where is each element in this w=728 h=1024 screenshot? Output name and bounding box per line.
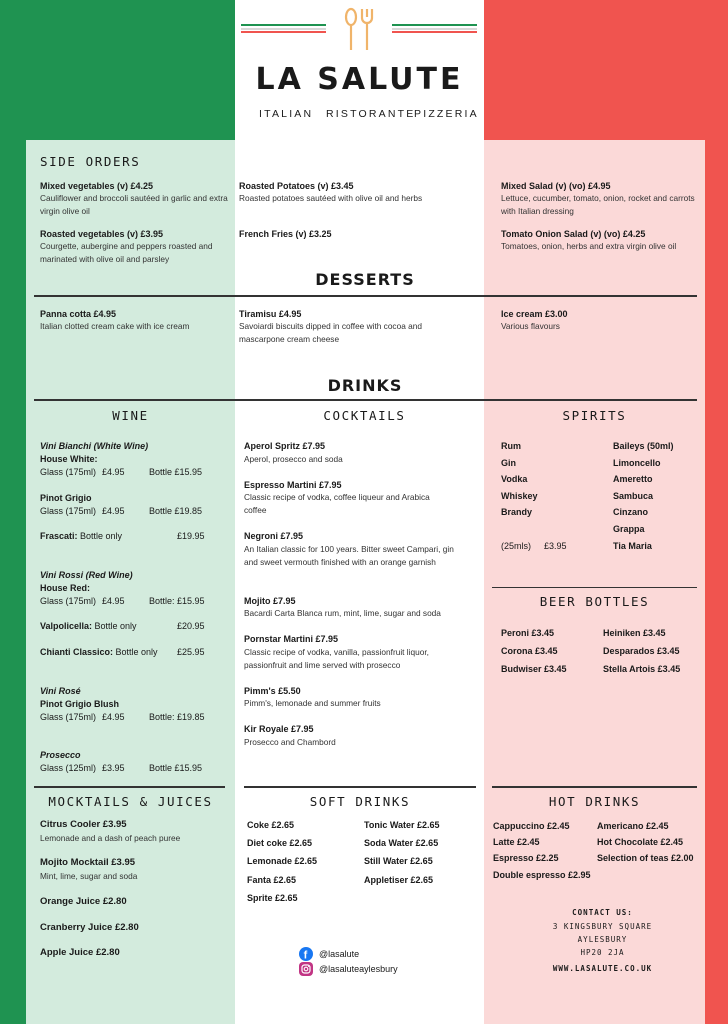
spirits-heading: SPIRITS [562, 408, 627, 423]
wine-glass-price: £4.95 [102, 596, 125, 606]
beer-item: Heiniken £3.45 [603, 628, 666, 638]
side-item-desc: Cauliflower and broccoli sautéed in garlic and extra virgin olive oil [40, 193, 228, 216]
contact-address-line: AYLESBURY [577, 935, 628, 944]
mocktail-name: Mojito Mocktail £3.95 [40, 857, 136, 868]
wine-glass-price: £4.95 [102, 467, 125, 477]
soft-drink-item: Fanta £2.65 [247, 875, 297, 885]
soft-drinks-divider [244, 786, 476, 788]
spirit-item: Whiskey [501, 491, 538, 501]
side-orders-heading: SIDE ORDERS [40, 154, 141, 169]
wine-bottle-price: £20.95 [177, 621, 205, 631]
instagram-icon[interactable] [299, 962, 313, 976]
spirit-price: £3.95 [544, 541, 567, 551]
cocktail-desc: Classic recipe of vodka, coffee liqueur and Arabica coffee [244, 492, 430, 515]
hot-drink-item: Cappuccino £2.45 [493, 821, 570, 831]
side-item-desc: Courgette, aubergine and peppers roasted and marinated with olive oil and parsley [40, 241, 213, 264]
wine-prosecco-title: Prosecco [40, 750, 81, 760]
mocktail-desc: Lemonade and a dash of peach puree [40, 833, 181, 843]
side-item-name: Roasted Potatoes (v) £3.45 [239, 181, 354, 191]
spirit-item: Tia Maria [613, 541, 652, 551]
mocktails-heading: MOCKTAILS & JUICES [48, 794, 213, 809]
wine-glass-price: £4.95 [102, 712, 125, 722]
soft-drink-item: Still Water £2.65 [364, 856, 433, 866]
hot-drink-item: Hot Chocolate £2.45 [597, 837, 684, 847]
dessert-desc: Savoiardi biscuits dipped in coffee with cocoa and mascarpone cream cheese [239, 321, 422, 344]
wine-name: Pinot Grigio [40, 493, 92, 503]
side-item-name: Mixed vegetables (v) £4.25 [40, 181, 154, 191]
spirit-item: Cinzano [613, 507, 648, 517]
soft-drink-item: Coke £2.65 [247, 820, 295, 830]
soft-drink-item: Diet coke £2.65 [247, 838, 313, 848]
wine-red-title: Vini Rossi (Red Wine) [40, 570, 133, 580]
beer-item: Peroni £3.45 [501, 628, 555, 638]
header-flag-stripe-right [392, 24, 477, 33]
header-flag-stripe-left [241, 24, 326, 33]
beer-heading: BEER BOTTLES [539, 594, 650, 609]
wine-note: Bottle only [92, 621, 137, 631]
hot-drink-item: Latte £2.45 [493, 837, 540, 847]
wine-bottle-price: Bottle £15.95 [149, 763, 203, 773]
soft-drink-item: Lemonade £2.65 [247, 856, 318, 866]
side-item-desc: Lettuce, cucumber, tomato, onion, rocket and carrots with Italian dressing [501, 193, 695, 216]
spirit-item: Limoncello [613, 458, 661, 468]
wine-glass-size: Glass (175ml) [40, 712, 97, 722]
drinks-divider [34, 399, 697, 401]
wine-name: Valpolicella: [40, 621, 93, 631]
wine-rose-title: Vini Rosé [40, 686, 81, 696]
soft-drink-item: Soda Water £2.65 [364, 838, 439, 848]
wine-bottle-price: Bottle £15.95 [149, 467, 203, 477]
spirit-item: Baileys (50ml) [613, 441, 674, 451]
mocktail-name: Orange Juice £2.80 [40, 896, 127, 907]
cocktail-name: Pimm's £5.50 [244, 686, 301, 696]
wine-glass-size: Glass (175ml) [40, 467, 97, 477]
wine-glass-price: £3.95 [102, 763, 125, 773]
soft-drink-item: Tonic Water £2.65 [364, 820, 440, 830]
cocktail-name: Pornstar Martini £7.95 [244, 634, 339, 644]
dessert-desc: Italian clotted cream cake with ice cream [40, 321, 190, 331]
wine-name: Frascati: [40, 531, 78, 541]
hot-drinks-heading: HOT DRINKS [548, 794, 641, 809]
wine-glass-price: £4.95 [102, 506, 125, 516]
svg-text:f: f [303, 949, 308, 961]
wine-bottle-price: Bottle: £19.85 [149, 712, 205, 722]
cocktail-name: Negroni £7.95 [244, 531, 304, 541]
dessert-name: Panna cotta £4.95 [40, 309, 117, 319]
beer-divider [492, 587, 697, 588]
spirit-item: Rum [501, 441, 521, 451]
contact-postcode: HP20 2JA [580, 948, 625, 957]
mocktail-name: Cranberry Juice £2.80 [40, 922, 139, 933]
hot-drink-item: Selection of teas £2.00 [597, 853, 694, 863]
hot-drink-item: Double espresso £2.95 [493, 870, 591, 880]
cocktail-desc: Bacardi Carta Blanca rum, mint, lime, sugar and soda [244, 608, 441, 618]
contact-address-line: 3 KINGSBURY SQUARE [552, 922, 653, 931]
cocktails-heading: COCKTAILS [323, 408, 406, 423]
beer-item: Stella Artois £3.45 [603, 664, 681, 674]
wine-bottle-price: Bottle £19.85 [149, 506, 203, 516]
wine-glass-size: Glass (175ml) [40, 596, 97, 606]
wine-note: Bottle only [77, 531, 123, 541]
cocktail-desc: Pimm's, lemonade and summer fruits [244, 698, 381, 708]
hot-drinks-divider [492, 786, 697, 788]
side-item-name: Roasted vegetables (v) £3.95 [40, 229, 164, 239]
beer-item: Desparados £3.45 [603, 646, 680, 656]
contact-website-link[interactable]: WWW.LASALUTE.CO.UK [552, 964, 653, 973]
cocktail-desc: An Italian classic for 100 years. Bitter sweet Campari, gin and sweet vermouth finished with an orange garnish [244, 544, 454, 567]
tagline-ristorante: RISTORANTE [326, 108, 416, 120]
cutlery-icon [340, 6, 380, 54]
wine-name: Pinot Grigio Blush [40, 699, 119, 709]
wine-name: House Red: [40, 583, 91, 593]
wine-white-title: Vini Bianchi (White Wine) [40, 441, 149, 451]
contact-heading: CONTACT US: [572, 908, 633, 917]
cocktail-name: Espresso Martini £7.95 [244, 480, 342, 490]
wine-bottle-price: Bottle: £15.95 [149, 596, 205, 606]
hot-drink-item: Espresso £2.25 [493, 853, 559, 863]
wine-name: House White: [40, 454, 98, 464]
instagram-handle[interactable]: @lasaluteaylesbury [319, 964, 398, 974]
dessert-desc: Various flavours [501, 321, 560, 331]
desserts-divider [34, 295, 697, 297]
cocktail-name: Aperol Spritz £7.95 [244, 441, 326, 451]
wine-glass-size: Glass (125ml) [40, 763, 97, 773]
wine-note: Bottle only [113, 647, 158, 657]
beer-item: Budwiser £3.45 [501, 664, 567, 674]
dessert-name: Tiramisu £4.95 [239, 309, 302, 319]
side-item-name: Mixed Salad (v) (vo) £4.95 [501, 181, 611, 191]
side-item-desc: Roasted potatoes sautéed with olive oil and herbs [239, 193, 423, 203]
menu-panel-right [484, 140, 705, 1024]
side-item-name: French Fries (v) £3.25 [239, 229, 332, 239]
spirit-item: Gin [501, 458, 516, 468]
soft-drink-item: Sprite £2.65 [247, 893, 298, 903]
mocktail-desc: Mint, lime, sugar and soda [40, 871, 138, 881]
soft-drinks-heading: SOFT DRINKS [309, 794, 411, 809]
wine-glass-size: Glass (175ml) [40, 506, 97, 516]
dessert-name: Ice cream £3.00 [501, 309, 568, 319]
cocktail-desc: Aperol, prosecco and soda [244, 454, 343, 464]
cocktail-name: Kir Royale £7.95 [244, 724, 314, 734]
side-item-name: Tomato Onion Salad (v) (vo) £4.25 [501, 229, 646, 239]
tagline-italian: ITALIAN [259, 108, 314, 120]
side-item-desc: Tomatoes, onion, herbs and extra virgin olive oil [501, 241, 677, 251]
spirit-item: Sambuca [613, 491, 654, 501]
hot-drink-item: Americano £2.45 [597, 821, 669, 831]
facebook-icon[interactable] [299, 947, 313, 961]
desserts-heading: DESSERTS [315, 270, 415, 289]
facebook-handle[interactable]: @lasalute [319, 949, 360, 959]
mocktail-name: Apple Juice £2.80 [40, 947, 120, 958]
spirit-measure: (25mls) [501, 541, 532, 551]
spirit-item: Vodka [501, 474, 528, 484]
wine-bottle-price: £19.95 [177, 531, 205, 541]
restaurant-logo: LA SALUTE [255, 62, 464, 97]
cocktail-name: Mojito £7.95 [244, 596, 296, 606]
wine-name: Chianti Classico: [40, 647, 114, 657]
cocktail-desc: Prosecco and Chambord [244, 737, 336, 747]
wine-heading: WINE [112, 408, 149, 423]
cocktail-desc: Classic recipe of vodka, vanilla, passionfruit liquor, passionfruit and lime served with prosecco [244, 647, 429, 670]
beer-item: Corona £3.45 [501, 646, 558, 656]
mocktails-divider [34, 786, 225, 788]
drinks-heading: DRINKS [327, 376, 403, 395]
spirit-item: Ameretto [613, 474, 653, 484]
tagline-pizzeria: PIZZERIA [414, 108, 479, 120]
soft-drink-item: Appletiser £2.65 [364, 875, 434, 885]
spirit-item: Grappa [613, 524, 645, 534]
spirit-item: Brandy [501, 507, 533, 517]
wine-bottle-price: £25.95 [177, 647, 205, 657]
mocktail-name: Citrus Cooler £3.95 [40, 819, 127, 830]
